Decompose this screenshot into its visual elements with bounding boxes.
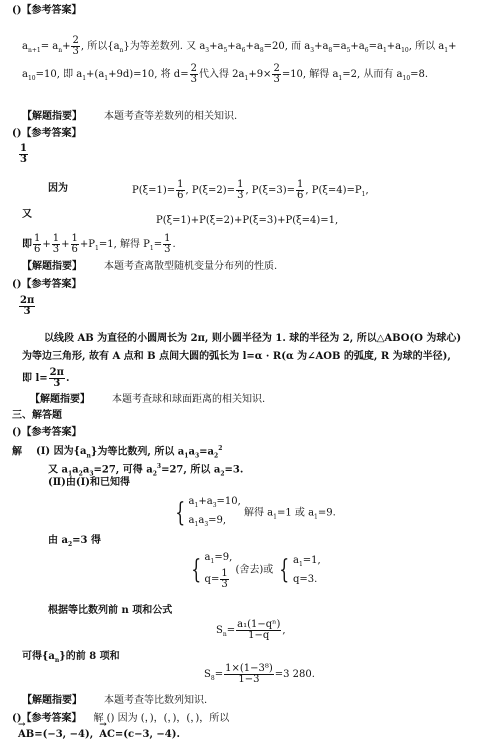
part1-line-2: 又 $a_1a_2a_3=27$, 可得 $a_2^3=27$, 所以 $a_2=3$. [48,463,244,478]
sphere-para-2: 为等边三角形, 故有 A 点和 B 点间大圆的弧长为 l=α · R(α 为∠AOB 的弧度, R 为球的半径), [22,351,451,362]
s8-result: $S_8=$ $\frac{\text{1×(1−3⁸)}}{1-3}$ =3 280. [204,663,315,685]
sequence-line-2: $a_{10}=10$, 即 $a_1+(a_1+9d)=10$, 将 d= $\frac{2}{3}$ 代入得 $2a_1+9\times$ $\frac{2}{3}$ =10, 解得 $a_1=2$, 从而有 $a_{10}=8$. [22,63,429,85]
probability-line: P(ξ=1)= $\frac{1}{6}$ , P(ξ=2)= $\frac{1}{3}$ , P(ξ=3)= $\frac{1}{6}$ , $P(\xi=4)=P_1$, [132,179,369,201]
hint-3: 【解题指要】 本题考查球和球面距离的相关知识. [30,394,266,405]
fraction-two-thirds: $\frac{2}{3}$ [72,35,79,57]
from-a2-line: 由 $a_2=3$ 得 [48,535,101,548]
sphere-para-3: 即 l= $\frac{2\pi}{3}$ . [22,367,70,389]
sequence-line-1: $a_{n+1}= a_n+$ $\frac{2}{3}$ , 所以$\{a_n\}$为等差数列. 又 $a_3+a_5+a_6+a_8=20$, 而 $a_3+a_8=a_5+a_6=a_1+a_{10}$, 所以 $a_1+$ [22,35,457,57]
part1-line: 解 (Ⅰ) 因为$\{a_n\}$为等比数列, 所以 $a_1a_3=a_2^2$ [12,445,223,460]
answer-two-pi-thirds: $\frac{2\pi}{3}$ [20,295,35,317]
answer-header-5: ()【参考答案】 解 () 因为 (，)，(，)，(，)，所以 [12,713,230,724]
system-equation-2: { $a_1=9$, q= $\frac{1}{3}$ (舍去)或 { $a_1=1$, q=3. [191,552,321,590]
answer-header-2: ()【参考答案】 [12,128,82,139]
sphere-para-1: 以线段 AB 为直径的小圆周长为 2π, 则小圆半径为 1. 球的半径为 2, 所以△ABO(O 为球心) [44,333,462,344]
because-label: 因为 [48,183,68,194]
answer-one-third: $\frac{1}{3}$ [20,143,27,165]
answer-header-3: ()【参考答案】 [12,279,82,290]
also-label: 又 [22,209,32,220]
hint-4: 【解题指要】 本题考查等比数列知识. [22,695,208,706]
solve-line: 即 $\frac{1}{6}$ + $\frac{1}{3}$ + $\frac{1}{6}$ $+P_1=1$, 解得 $P_1=$ $\frac{1}{3}$ . [22,233,176,255]
first8-line: 可得$\{a_n\}$的前 8 项和 [22,651,120,664]
hint-2: 【解题指要】 本题考查离散型随机变量分布列的性质. [22,261,278,272]
part2-intro: (Ⅱ)由(Ⅰ)和已知得 [48,477,131,488]
answer-header-1: ()【参考答案】 [12,5,82,16]
formula-intro: 根据等比数列前 n 项和公式 [48,605,173,616]
vector-line: → AB=(−3, −4),→ AC=(c−3, −4). [18,728,180,741]
hint-1: 【解题指要】 本题考查等差数列的相关知识. [22,111,238,122]
sum-line: P(ξ=1)+P(ξ=2)+P(ξ=3)+P(ξ=4)=1, [156,215,339,226]
answer-header-4: ()【参考答案】 [12,427,82,438]
system-equation-1: { $a_1+a_3=10$, $a_1a_3=9$, 解得 $a_1=1$ 或 $a_1=9$. [175,496,336,528]
section-title-solve: 三、解答题 [12,410,62,421]
sn-formula: $S_n=$ $\frac{\text{a₁(1−qⁿ)}}{1-q}$ , [216,619,286,641]
